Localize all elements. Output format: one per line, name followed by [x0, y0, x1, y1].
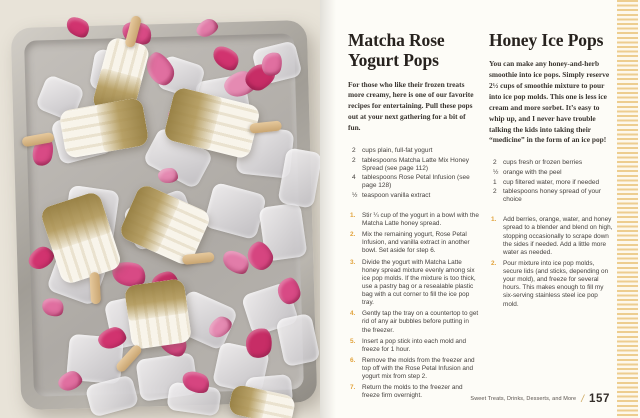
step-text: Add berries, orange, water, and honey spread to a blender and blend on high, stopping occasionally to scrape down the sides if needed. Add a little more water as needed. — [503, 216, 613, 256]
step-text: Mix the remaining yogurt, Rose Petal Infusion, and vanilla extract in another bowl. Set aside for step 6. — [362, 231, 470, 255]
recipe-section-matcha-rose-yogurt-pops — [348, 30, 479, 404]
ice-cube — [275, 313, 320, 367]
matcha-layer — [39, 190, 112, 251]
step-text: Gently tap the tray on a countertop to get rid of any air bubbles before putting in the freezer. — [362, 310, 479, 334]
ingredient-quantity: ½ — [493, 169, 499, 177]
matcha-layer — [124, 278, 188, 321]
ingredient-item — [489, 169, 614, 177]
rose-petal — [209, 41, 243, 74]
step-text: Return the molds to the freezer and freeze firm overnight. — [362, 384, 463, 400]
step-item — [348, 338, 479, 354]
step-number: 2. — [491, 259, 497, 267]
ingredient-quantity: 1 — [493, 178, 497, 186]
step-item — [489, 260, 614, 309]
ingredient-text: tablespoons Matcha Latte Mix Honey Spread (see page 112) — [362, 156, 469, 172]
step-number: 3. — [350, 258, 356, 266]
popsicle — [118, 183, 213, 268]
recipe-intro: You can make any honey-and-herb smoothie into ice pops. Simply reserve 2½ cups of smoothie mixture to pour into ice pop molds. This one is less ice cream and more sorbet. It’s easy to whip up, and I never have trouble talking the kids into taking their “medicine” in the form of an ice pop! — [489, 59, 610, 145]
page-footer — [470, 393, 610, 405]
recipe-title: Honey Ice Pops — [489, 30, 604, 50]
ingredient-text: cups fresh or frozen berries — [503, 159, 583, 167]
step-number: 1. — [350, 211, 356, 219]
step-text: Divide the yogurt with Matcha Latte honey spread mixture evenly among six ice pop molds. If the mixture is too thick, use a pastry bag or a resealable plastic bag with a cut corner to fill the ice pop tray. — [362, 258, 476, 307]
recipe-intro: For those who like their frozen treats more creamy, here is one of our favorite recipes for entertaining. Pull these pops out at your next gathering for a bit of fun. — [348, 79, 474, 133]
ingredient-list — [489, 159, 614, 204]
ingredient-quantity: 4 — [352, 174, 356, 182]
ingredient-item — [489, 188, 614, 204]
footer-divider: / — [581, 393, 584, 405]
ingredient-quantity: 2 — [493, 188, 497, 196]
ingredient-text: cup filtered water, more if needed — [503, 178, 600, 186]
footer-section-label: Sweet Treats, Drinks, Desserts, and More — [470, 396, 577, 402]
step-list — [489, 216, 614, 308]
step-list — [348, 212, 479, 401]
step-item — [489, 216, 614, 257]
ingredient-quantity: 2 — [352, 146, 356, 154]
step-text: Insert a pop stick into each mold and freeze for 1 hour. — [362, 337, 467, 353]
popsicle-stick — [89, 272, 101, 304]
decorative-stripe-band — [617, 0, 638, 418]
ingredient-item — [348, 147, 479, 155]
matcha-layer — [163, 86, 223, 150]
recipe-text-page — [320, 0, 640, 418]
ice-cube — [203, 182, 267, 240]
ingredient-text: tablespoons honey spread of your choice — [503, 188, 601, 204]
rose-petal — [63, 13, 93, 42]
step-item — [348, 259, 479, 308]
popsicle-stick — [182, 252, 215, 265]
ingredient-item — [489, 159, 614, 167]
step-item — [348, 357, 479, 381]
ingredient-text: cups plain, full-fat yogurt — [362, 146, 433, 154]
step-text: Pour mixture into ice pop molds, secure lids (and sticks, depending on your mold), and freeze for several hours. This makes enough to fill my six-serving stainless steel ice pop mold. — [503, 259, 609, 308]
step-item — [348, 384, 479, 400]
step-number: 6. — [350, 356, 356, 364]
step-number: 4. — [350, 310, 356, 318]
step-item — [348, 310, 479, 334]
step-item — [348, 231, 479, 255]
step-number: 2. — [350, 231, 356, 239]
ingredient-item — [348, 192, 479, 200]
ingredient-item — [348, 157, 479, 173]
ingredient-quantity: ½ — [352, 191, 358, 199]
step-number: 5. — [350, 337, 356, 345]
ingredient-item — [489, 179, 614, 187]
step-item — [348, 212, 479, 228]
popsicle-body — [124, 278, 192, 350]
ingredient-quantity: 2 — [493, 159, 497, 167]
matcha-layer — [228, 384, 269, 418]
rose-petal — [40, 295, 67, 319]
ingredient-list — [348, 147, 479, 200]
ingredient-quantity: 2 — [352, 156, 356, 164]
step-number: 7. — [350, 384, 356, 392]
ingredient-text: tablespoons Rose Petal Infusion (see page 128) — [362, 174, 470, 190]
ingredient-text: teaspoon vanilla extract — [362, 191, 431, 199]
matcha-layer — [96, 97, 150, 152]
rose-petal — [194, 16, 221, 40]
popsicle — [124, 278, 192, 350]
ingredient-text: orange with the peel — [503, 169, 562, 177]
step-number: 1. — [491, 216, 497, 224]
page-number: 157 — [589, 393, 610, 405]
step-text: Stir ¼ cup of the yogurt in a bowl with the Matcha Latte honey spread. — [362, 211, 479, 228]
page-gutter-shadow — [320, 0, 336, 418]
ingredient-item — [348, 174, 479, 190]
recipe-section-honey-ice-pops — [489, 30, 614, 312]
step-text: Remove the molds from the freezer and top off with the Rose Petal Infusion and yogurt mix from step 2. — [362, 356, 475, 381]
recipe-title: Matcha Rose Yogurt Pops — [348, 30, 445, 71]
rose-petal — [158, 168, 178, 183]
